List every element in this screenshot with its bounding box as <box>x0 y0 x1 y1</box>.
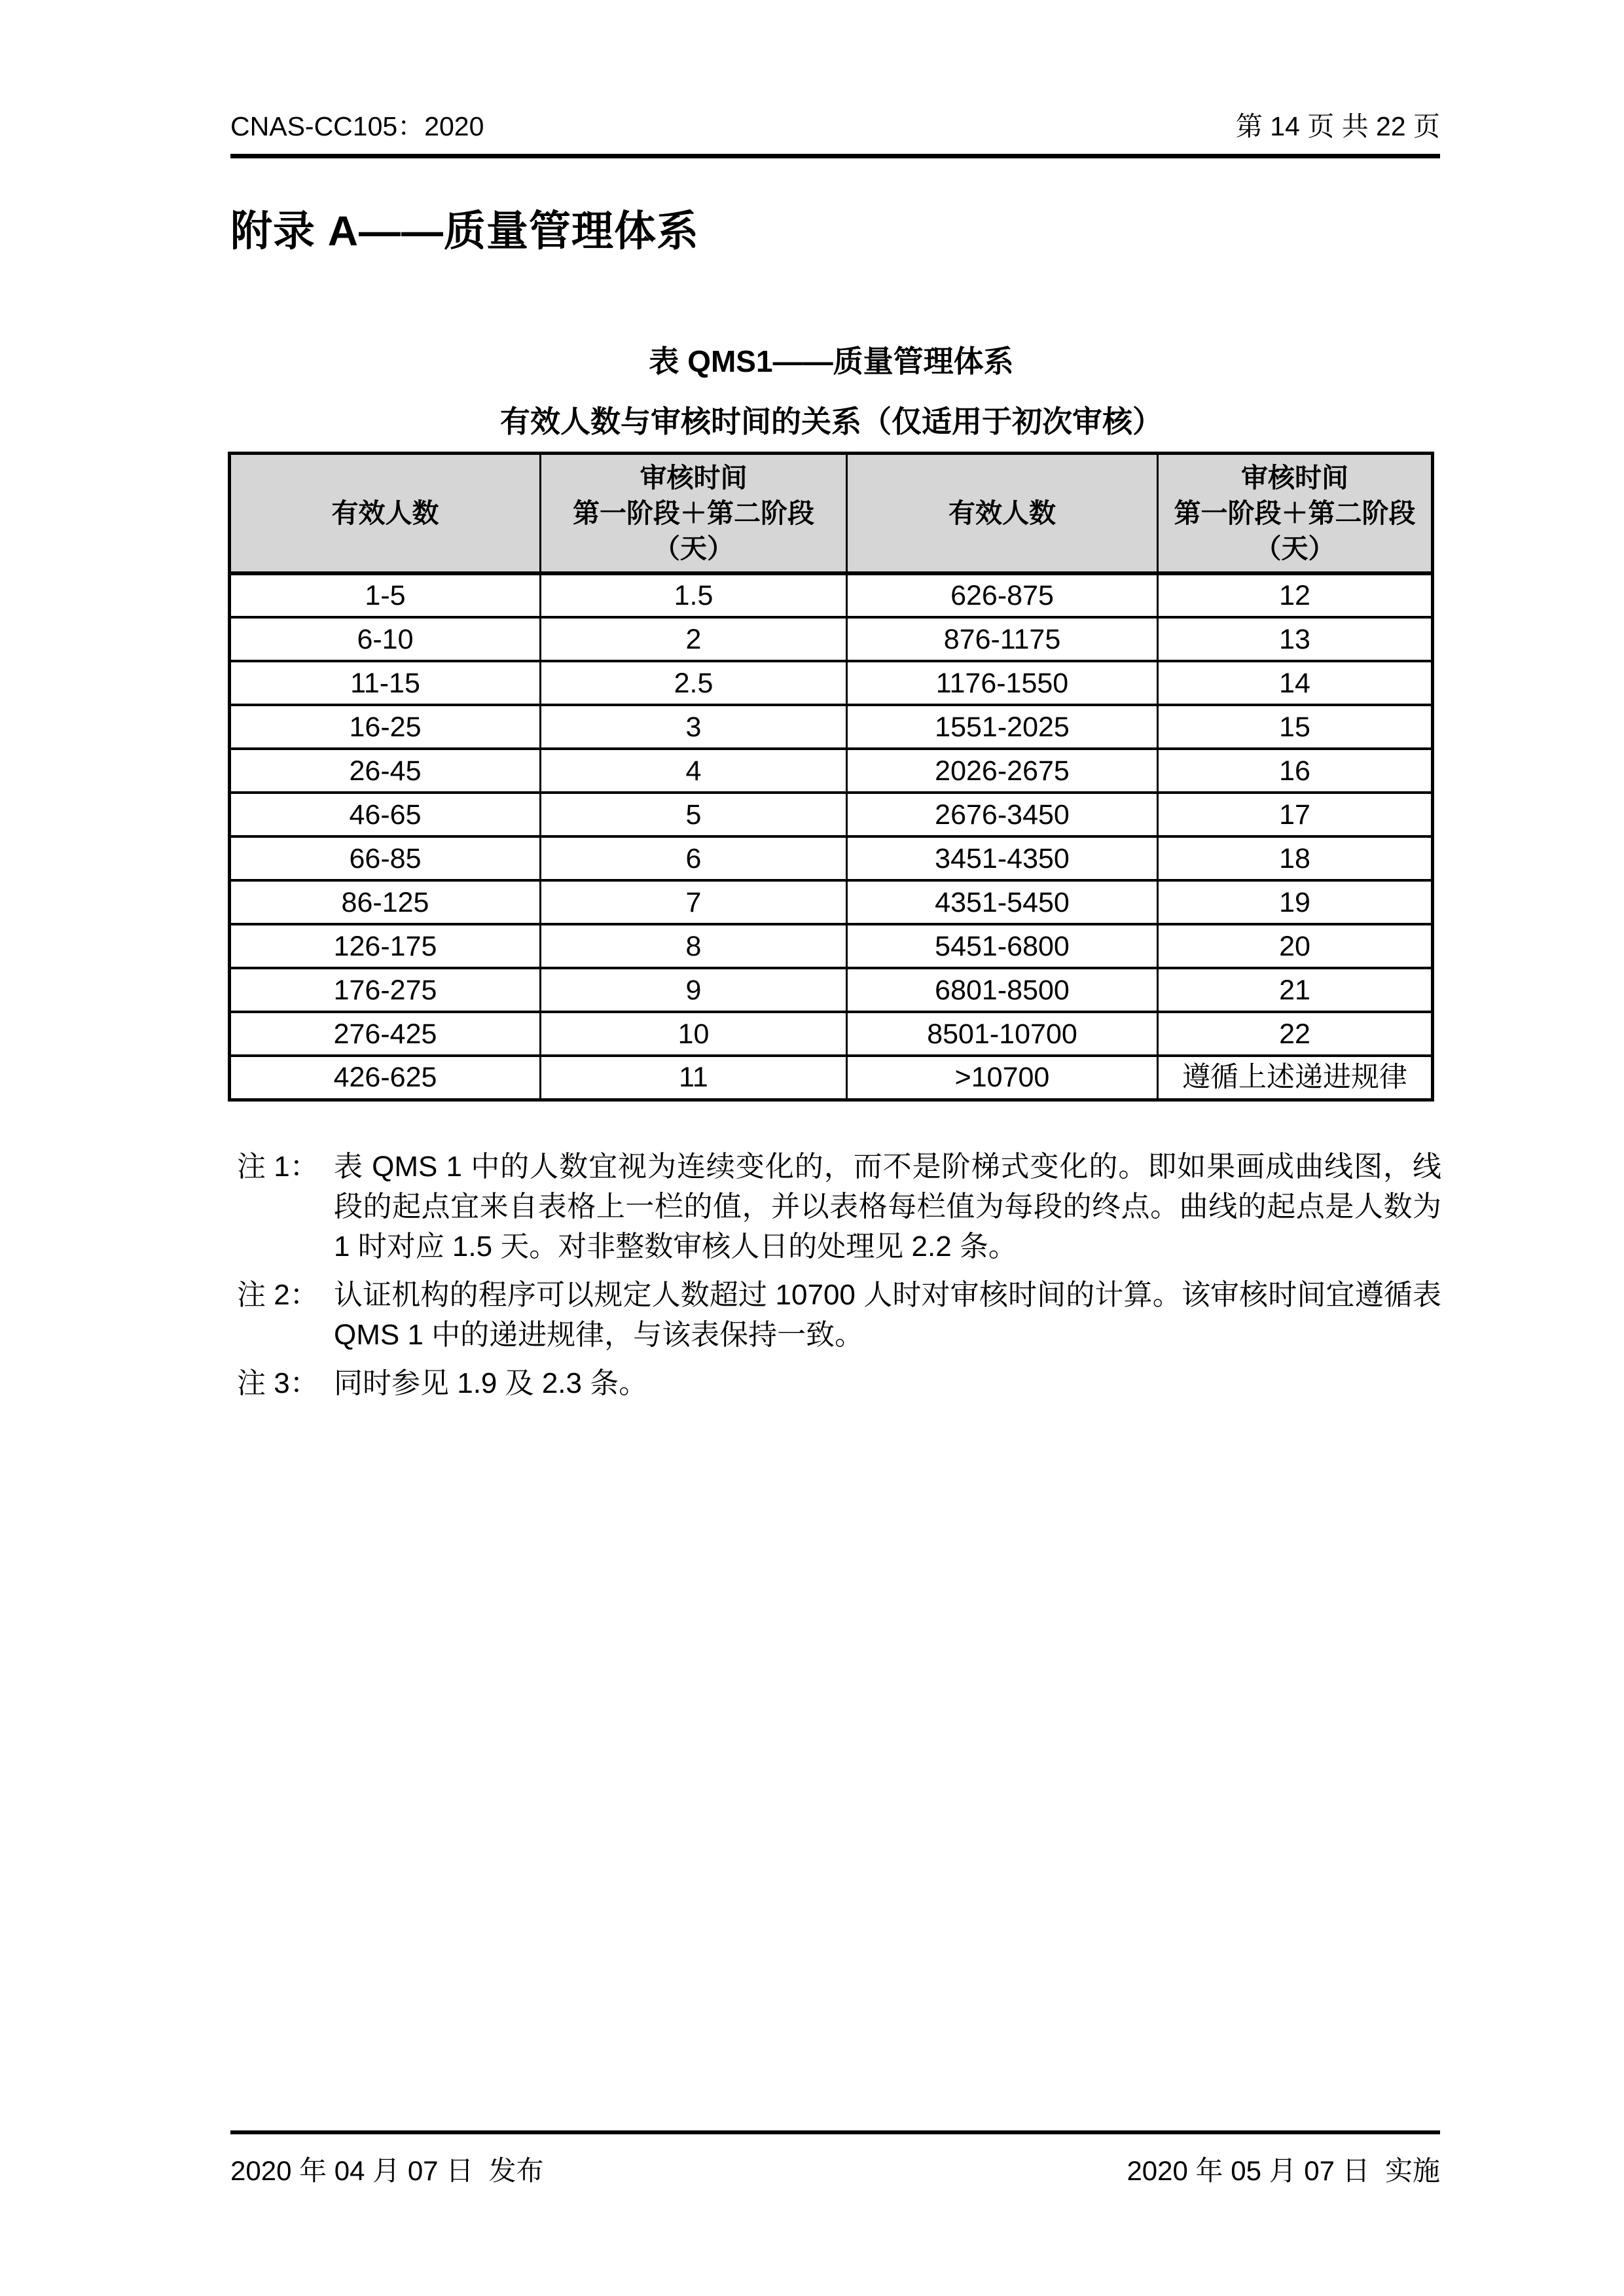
section-title: 附录 A——质量管理体系 <box>230 207 699 255</box>
table-row <box>230 880 1433 924</box>
table-cell: 8 <box>541 924 847 968</box>
table-cell: 7 <box>541 880 847 924</box>
table-cell: 1176-1550 <box>847 661 1158 705</box>
table-cell: 6 <box>541 836 847 880</box>
table-cell: 2 <box>541 617 847 661</box>
table-cell: 5 <box>541 793 847 836</box>
table-row <box>230 793 1433 836</box>
table-cell: 3451-4350 <box>847 836 1158 880</box>
table-cell: 8501-10700 <box>847 1012 1158 1056</box>
table-cell: 10 <box>541 1012 847 1056</box>
table-cell: 3 <box>541 705 847 749</box>
table-cell: 1-5 <box>230 573 541 617</box>
table-cell: 1551-2025 <box>847 705 1158 749</box>
table-cell: 15 <box>1158 705 1433 749</box>
note-text: 同时参见 1.9 及 2.3 条。 <box>334 1367 648 1399</box>
document-number: CNAS-CC105：2020 <box>230 111 484 141</box>
table-subtitle: 有效人数与审核时间的关系（仅适用于初次审核） <box>500 404 1163 439</box>
table-cell: 4 <box>541 749 847 793</box>
note-label: 注 3： <box>237 1367 319 1399</box>
column-header: 有效人数 <box>847 454 1158 574</box>
table-cell: 6801-8500 <box>847 968 1158 1012</box>
table-cell: 20 <box>1158 924 1433 968</box>
release-date: 2020 年 04 月 07 日 发布 <box>230 2155 544 2186</box>
table-cell: 126-175 <box>230 924 541 968</box>
table-cell: 46-65 <box>230 793 541 836</box>
table-cell: 17 <box>1158 793 1433 836</box>
table-cell: 2026-2675 <box>847 749 1158 793</box>
note-text: 表 QMS 1 中的人数宜视为连续变化的，而不是阶梯式变化的。即如果画成曲线图，线段的起点宜来自表格上一栏的值，并以表格每栏值为每段的终点。曲线的起点是人数为 1 时对应 1.5 天。对非整数审核人日的处理见 2.2 条。 <box>334 1151 1441 1263</box>
table-row <box>230 661 1433 705</box>
note-item <box>237 1147 1441 1266</box>
table-cell: 12 <box>1158 573 1433 617</box>
implementation-date: 2020 年 05 月 07 日 实施 <box>1127 2155 1440 2186</box>
table-cell: 176-275 <box>230 968 541 1012</box>
table-cell: 9 <box>541 968 847 1012</box>
table-row <box>230 924 1433 968</box>
footer-rule <box>230 2130 1440 2134</box>
table-cell: 16 <box>1158 749 1433 793</box>
table-cell: 5451-6800 <box>847 924 1158 968</box>
table-header-row <box>230 454 1433 574</box>
table-cell: 14 <box>1158 661 1433 705</box>
table-row <box>230 573 1433 617</box>
table-cell: 16-25 <box>230 705 541 749</box>
column-header: 审核时间 第一阶段＋第二阶段 （天） <box>541 454 847 574</box>
table-cell: 21 <box>1158 968 1433 1012</box>
table-cell: 426-625 <box>230 1056 541 1100</box>
table-row <box>230 836 1433 880</box>
table-cell: >10700 <box>847 1056 1158 1100</box>
table-row <box>230 705 1433 749</box>
note-item <box>237 1363 1441 1403</box>
note-item <box>237 1275 1441 1355</box>
table-cell: 11 <box>541 1056 847 1100</box>
table-cell: 86-125 <box>230 880 541 924</box>
table-cell: 18 <box>1158 836 1433 880</box>
table-cell: 2676-3450 <box>847 793 1158 836</box>
page-number: 第 14 页 共 22 页 <box>1235 111 1440 141</box>
note-label: 注 1： <box>237 1151 319 1183</box>
table-cell: 11-15 <box>230 661 541 705</box>
table-cell: 626-875 <box>847 573 1158 617</box>
column-header: 审核时间 第一阶段＋第二阶段 （天） <box>1158 454 1433 574</box>
table-cell: 1.5 <box>541 573 847 617</box>
page-header <box>230 110 1440 143</box>
table-row <box>230 749 1433 793</box>
table-row <box>230 1056 1433 1100</box>
note-label: 注 2： <box>237 1279 319 1311</box>
table-cell: 876-1175 <box>847 617 1158 661</box>
table-cell: 19 <box>1158 880 1433 924</box>
notes <box>237 1147 1441 1412</box>
table-title: 表 QMS1——质量管理体系 <box>649 344 1014 378</box>
table-cell: 13 <box>1158 617 1433 661</box>
table-cell: 276-425 <box>230 1012 541 1056</box>
table-cell: 66-85 <box>230 836 541 880</box>
table-cell: 26-45 <box>230 749 541 793</box>
table-cell: 6-10 <box>230 617 541 661</box>
table-row <box>230 968 1433 1012</box>
page-footer <box>230 2153 1440 2189</box>
note-text: 认证机构的程序可以规定人数超过 10700 人时对审核时间的计算。该审核时间宜遵循表 QMS 1 中的递进规律，与该表保持一致。 <box>334 1279 1441 1351</box>
qms-audit-time-table <box>228 452 1434 1102</box>
table-row <box>230 1012 1433 1056</box>
header-rule <box>230 154 1440 158</box>
column-header: 有效人数 <box>230 454 541 574</box>
table-body <box>230 573 1433 1100</box>
table-row <box>230 617 1433 661</box>
table-cell: 2.5 <box>541 661 847 705</box>
table-cell: 4351-5450 <box>847 880 1158 924</box>
table-cell: 遵循上述递进规律 <box>1158 1056 1433 1100</box>
table-cell: 22 <box>1158 1012 1433 1056</box>
